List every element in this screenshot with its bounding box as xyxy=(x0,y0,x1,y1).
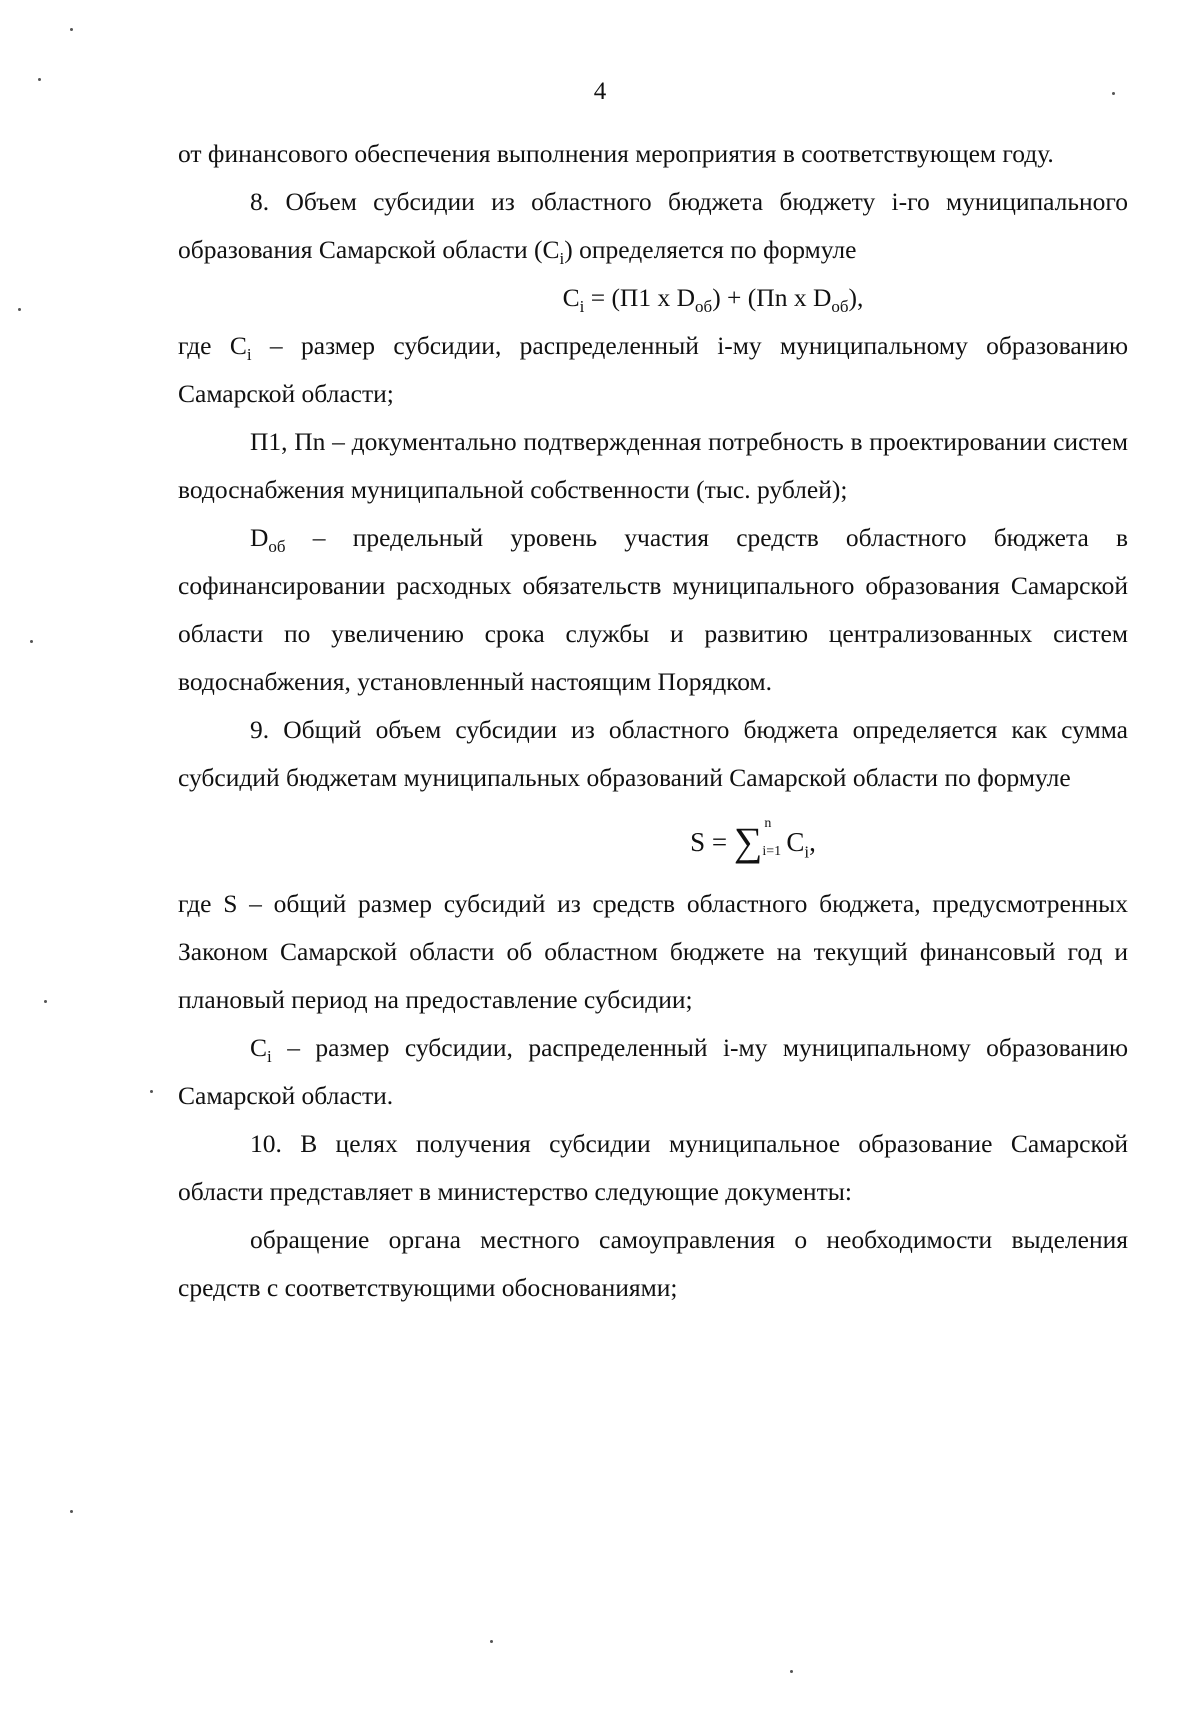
formula-subsidy: $C_i = (П1$ x $D_{об}) + (Пn$ x $D_{об}$), xyxy=(562,283,864,317)
paragraph-item-10: 10. В целях получения субсидии муниципальное образование Самарской области представляет в министерство следующие документы: xyxy=(178,1129,1128,1206)
scan-speck xyxy=(18,308,21,311)
scan-speck xyxy=(44,1000,47,1003)
scan-speck xyxy=(790,1670,793,1673)
scan-speck xyxy=(150,1090,153,1093)
paragraph-s-definition: где S – общий размер субсидий из средств областного бюджета, предусмотренных Законом Самарской области об областном бюджете на текущий финансовый год и плановый период на предоставление субсидии; xyxy=(178,889,1128,1014)
paragraph-item-8: 8. Объем субсидии из областного бюджета бюджету i-го муниципального образования Самарской области $(C_i)$ определяется по формуле xyxy=(178,187,1128,269)
scan-speck xyxy=(490,1640,493,1643)
paragraph-continuation: от финансового обеспечения выполнения мероприятия в соответствующем году. xyxy=(178,139,1054,168)
scan-speck xyxy=(70,28,73,31)
paragraph-ci-definition-2: $C_i$ – размер субсидии, распределенный i-му муниципальному образованию Самарской области. xyxy=(178,1033,1128,1110)
page-number: 4 xyxy=(593,78,607,105)
paragraph-ci-definition: где $C_i$ – размер субсидии, распределенный i-му муниципальному образованию Самарской области; xyxy=(178,331,1128,408)
paragraph-item-9: 9. Общий объем субсидии из областного бюджета определяется как сумма субсидий бюджетам муниципальных образований Самарской области по формуле xyxy=(178,715,1128,792)
sum-symbol: ∑ xyxy=(733,819,763,864)
document-body xyxy=(178,130,1128,1312)
sum-limits: n i=1 xyxy=(762,816,782,859)
scan-speck xyxy=(70,1510,73,1513)
paragraph-p-definition: П1, Пn – документально подтвержденная потребность в проектировании систем водоснабжения муниципальной собственности (тыс. рублей); xyxy=(178,427,1128,504)
scan-speck xyxy=(30,640,33,643)
paragraph-appeal: обращение органа местного самоуправления о необходимости выделения средств с соответствующими обоснованиями; xyxy=(178,1225,1128,1302)
paragraph-dob-definition: $D_{об}$ – предельный уровень участия средств областного бюджета в софинансировании расходных обязательств муниципального образования Самарской области по увеличению срока службы и развитию централизованных систем водоснабжения, установленный настоящим Порядком. xyxy=(178,523,1128,696)
formula-total-sum: S = ∑ n i=1 $C_i$, xyxy=(690,816,816,864)
